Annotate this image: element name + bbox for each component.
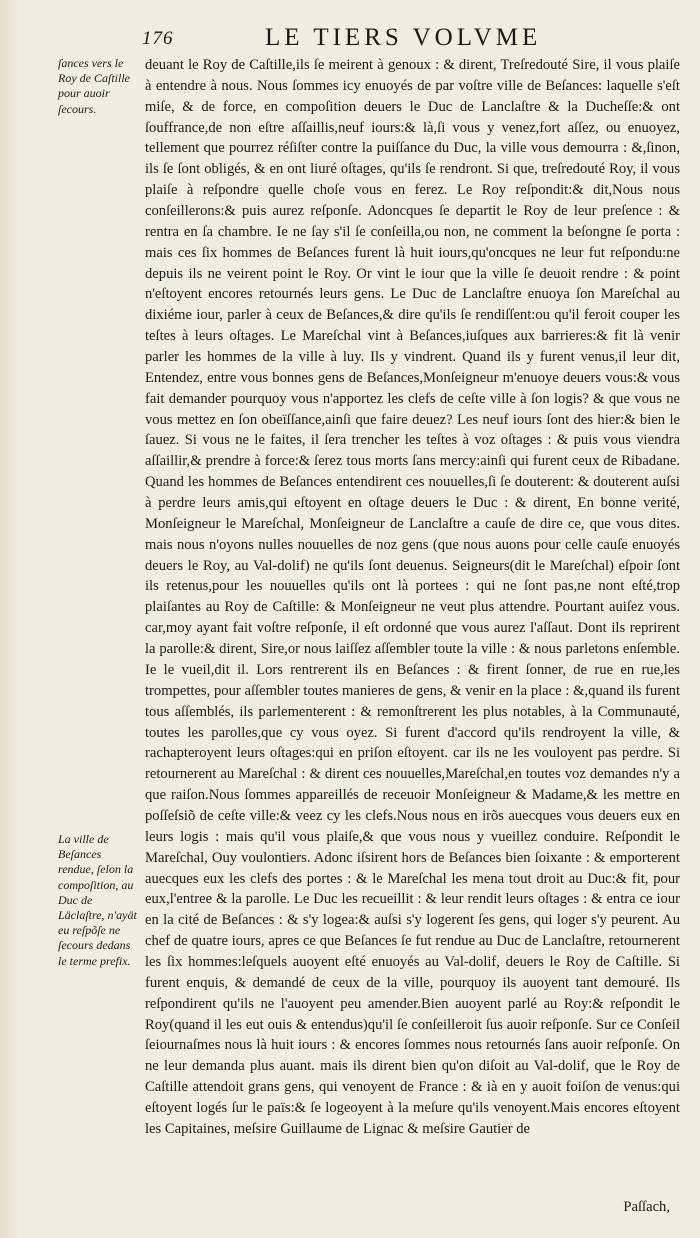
body-text: deuant le Roy de Caſtille,ils ſe meirent à genoux : & dirent, Treſredouté Sire, il vous plaiſe à entendre à nous. Nous ſommes icy enuoyés de par voſtre ville de Beſances: laquelle s'eſt miſe, & de force, en compoſition deuers le Duc de Lanclaſtre & la Ducheſſe:& ont ſouffrance,de non eſtre aſſaillis,neuf iours:& là,ſi vous y venez,fort aſſez, ou enuoyez, tellement que pourrez réſiſter contre la puiſſance du Duc, la ville vous demourra : &,ſinon, ils ſe ſont obligés, & en ont liuré oſtages, qu'ils ſe rendront. Si que, treſredouté Roy, il vous plaiſe à reſpondre quelle choſe vous en ferez. Le Roy reſpondit:& dit,Nous nous conſeillerons:& puis aurez reſponſe. Adoncques ſe departit le Roy de leur preſence : & rentra en ſa chambre. Ie ne ſay s'il ſe conſeilla,ou non, ne comment la beſongne ſe porta : mais ces ſix hommes de Beſances furent là huit iours,qu'oncques ne leur fut reſpondu:ne depuis ils ne veirent point le Roy. Or vint le iour que la ville ſe deuoit rendre : & point n'eſtoyent encores retournés leurs gens. Le Duc de Lanclaſtre enuoya ſon Mareſchal au dixiéme iour, parler à ceux de Beſances,& dire qu'ils ſe rendiſſent:ou qu'il feroit couper les teſtes à leurs oſtages. Le Mareſchal vint à Beſances,iuſques aux barrieres:& fit là venir parler les hommes de la ville à luy. Ils y vindrent. Quand ils y furent venus,il leur dit, Entendez, entre vous bonnes gens de Beſances,Monſeigneur m'enuoye deuers vous:& vous fait demander pourquoy vous n'apportez les clefs de ceſte ville à ſon logis? & que vous ne vous mettez en ſon obeïſſance,ainſi que faire deuez? Les neuf iours ſont des hier:& bien le ſauez. Si vous ne le faites, il ſera trencher les teſtes à voz oſtages : & puis vous viendra aſſaillir,& prendre à force:& ſerez tous morts ſans mercy:ainſi qui furent ceux de Ribadane. Quand les hommes de Beſances entendirent ces nouuelles,ſi ſe douterent: & douterent auſsi à perdre leurs amis,qui eſtoyent en oſtage deuers le Duc : & dirent, En bonne verité, Monſeigneur le Mareſchal, Monſeigneur de Lanclaſtre a cauſe de dire ce, que vous dites. mais nous n'oyons nulles nouuelles de noz gens (que nous auons pour celle cauſe enuoyés deuers le Roy, au Val-dolif) ne qu'ils ſont deuenus. Seigneurs(dit le Mareſchal) eſpoir ſont ils retenus,pour les nouuelles qu'ils ont là portees : qui ne ſont pas,ne nont eſté,trop plaiſantes au Roy de Caſtille: & Monſeigneur ne veut plus attendre. Pourtant auiſez vous. car,moy ayant fait voſtre reſponſe, il eſt ordonné que vous aurez l'aſſaut. Dont ils reprirent la parolle:& dirent, Sire,or nous laiſſez aſſembler toute la ville : & nous parletons enſemble. Ie le vueil,dit il. Lors rentrerent ils en Beſances : & firent ſonner, de rue en rue,les trompettes, pour aſſembler toutes manieres de gens, & venir en la place : &,quand ils furent tous aſſemblés, ils parlementerent : & remonſtrerent les plus notables, à la Communauté, toutes les parolles,que cy vous oyez. Si furent d'accord qu'ils rendroyent la ville, & rachapteroyent leurs oſtages:qui en priſon eſtoyent. car ils ne les vouloyent pas perdre. Si retournerent au Mareſchal : & dirent ces nouuelles,Mareſchal,en toutes voz demandes n'y a que raiſon.Nous ſommes appareillés de receuoir Monſeigneur & Madame,& les mettre en poſſeſsiõ de ceſte ville:& veez cy les clefs.Nous nous en irõs auecques vous deuers eux en leurs logis : mais qu'il vous plaiſe,& que vous nous y vueillez conduire. Reſpondit le Mareſchal, Ouy voulontiers. Adonc iſsirent hors de Beſances bien ſoixante : & emporterent auecques eux les clefs des portes : & le Mareſchal les mena tout droit au Duc:& fit, pour eux,l'entree & la parolle. Le Duc les recueillit : & leur rendit leurs oſtages : & entra ce iour en la cité de Beſances : & s'y logea:& auſsi s'y logerent ſes gens, qui loger s'y peurent. Au chef de quatre iours, apres ce que Beſances ſe fut rendue au Duc de Lanclaſtre, retournerent les ſix hommes:leſquels auoyent eſté enuoyés au Val-dolif, deuers le Roy de Caſtille. Si furent enquis, & demandé de ceux de la ville, pourquoy ils auoyent tant demouré. Ils reſpondirent qu'ils ne l'auoyent peu amender.Bien auoyent parlé au Roy:& reſpondit le Roy(quand il les eut ouis & entendus)qu'il ſe conſeilleroit ſus auoir reſponſe. Sur ce Conſeil ſeiournaſmes nous là huit iours : & encores ſommes nous retournés ſans auoir reſponſe. On ne leur demanda plus auant. mais ils dirent bien qu'on diſoit au Val-dolif, que le Roy de Caſtille attendoit grans gens, qui venoyent de France : & ià en y auoit foiſon de venus:qui eſtoyent logés ſur le païs:& ſe logeoyent à la meſure qu'ils venoyent.Mais encores eſtoyent les Capitaines, meſsire Guillaume de Lignac & meſsire Gautier de (145, 57, 680, 1137)
margin-note: ſances vers le Roy de Caſtille pour auoir ſecours. (58, 56, 130, 116)
catchword: Paſſach, (623, 1199, 670, 1215)
margin-note: La ville de Beſances rendue, ſelon la compoſition, au Duc de Läclaſtre, n'ayät eu reſpõſe ne ſecours dedans le terme prefix. (58, 832, 137, 968)
page-number: 176 (142, 28, 174, 49)
page-fold-shadow (0, 0, 20, 1238)
running-head: LE TIERS VOLVME (265, 24, 542, 51)
